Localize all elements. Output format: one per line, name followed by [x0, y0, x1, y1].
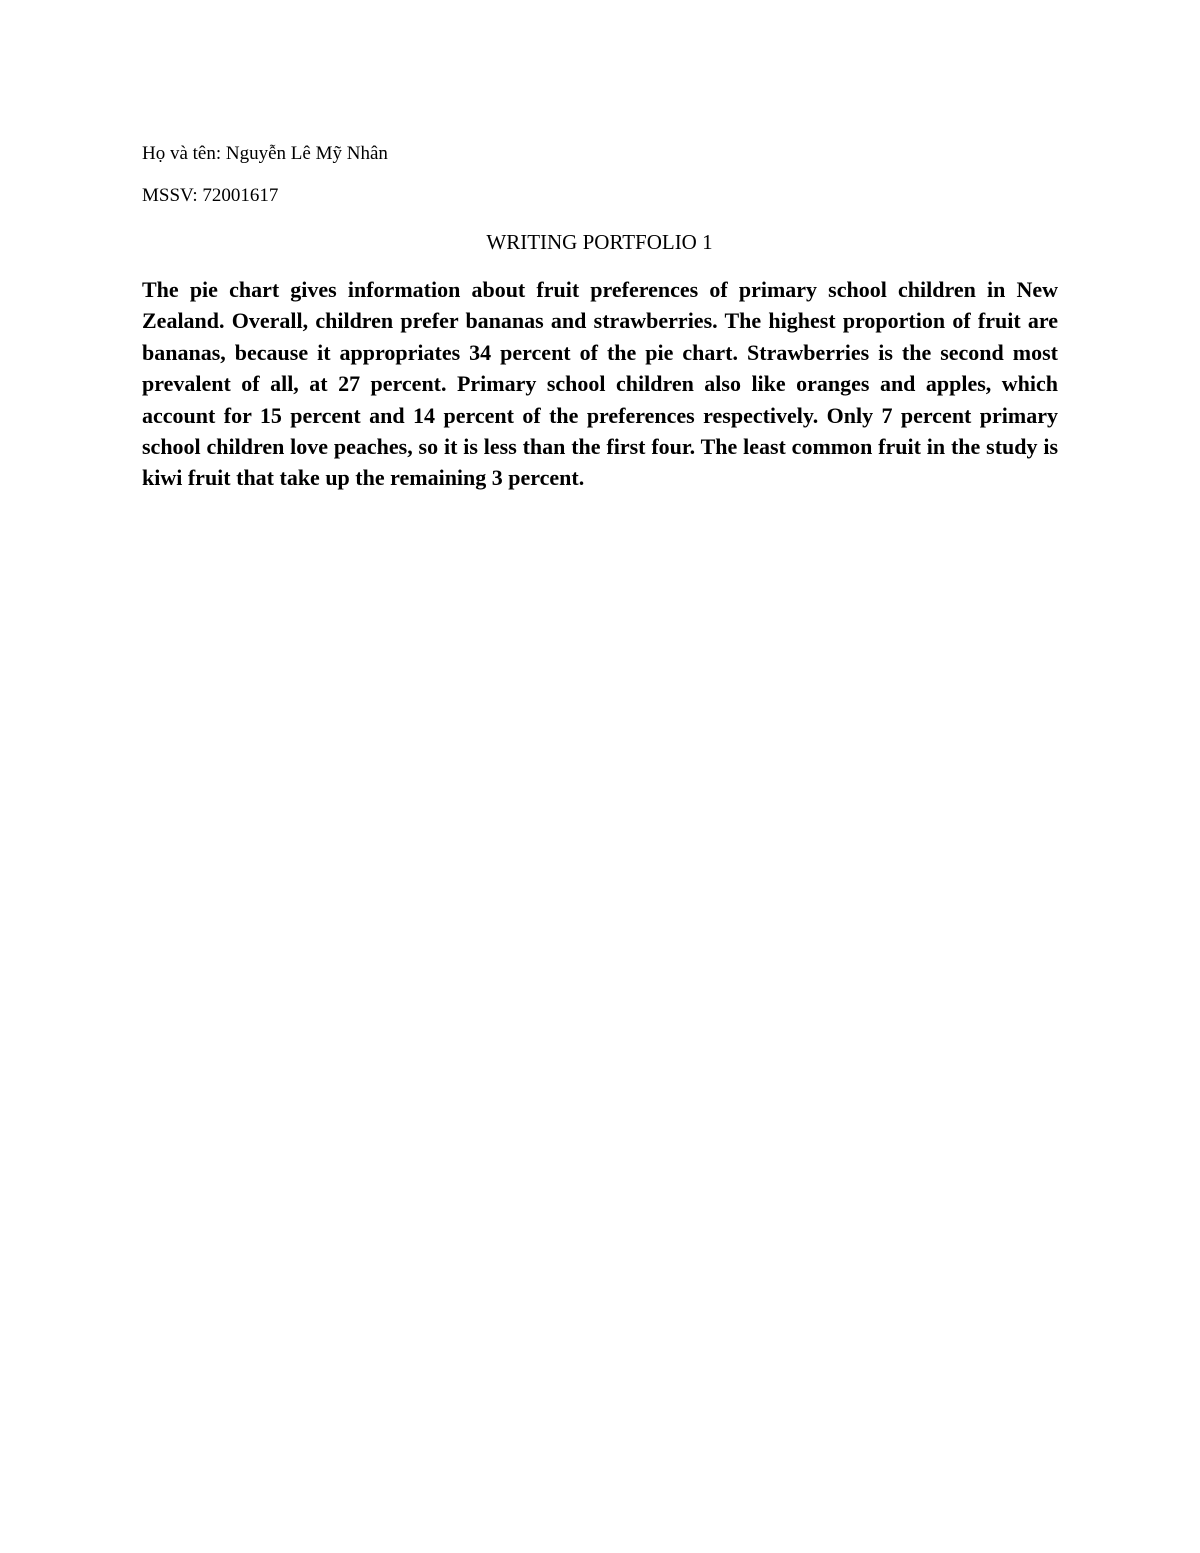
essay-paragraph: The pie chart gives information about fruit preferences of primary school children in New Zealand. Overall, children prefer bananas and strawberries. The highest proportion of fruit are bananas, because it appropriates 34 percent of the pie chart. Strawberries is the second most prevalent of all, at 27 percent. Primary school children also like oranges and apples, which account for 15 percent and 14 percent of the preferences respectively. Only 7 percent primary school children love peaches, so it is less than the first four. The least common fruit in the study is kiwi fruit that take up the remaining 3 percent. [142, 277, 1058, 491]
document-title: WRITING PORTFOLIO 1 [486, 230, 713, 254]
student-name-line: Họ và tên: Nguyễn Lê Mỹ Nhân [142, 143, 388, 164]
student-id-line: MSSV: 72001617 [142, 185, 279, 206]
